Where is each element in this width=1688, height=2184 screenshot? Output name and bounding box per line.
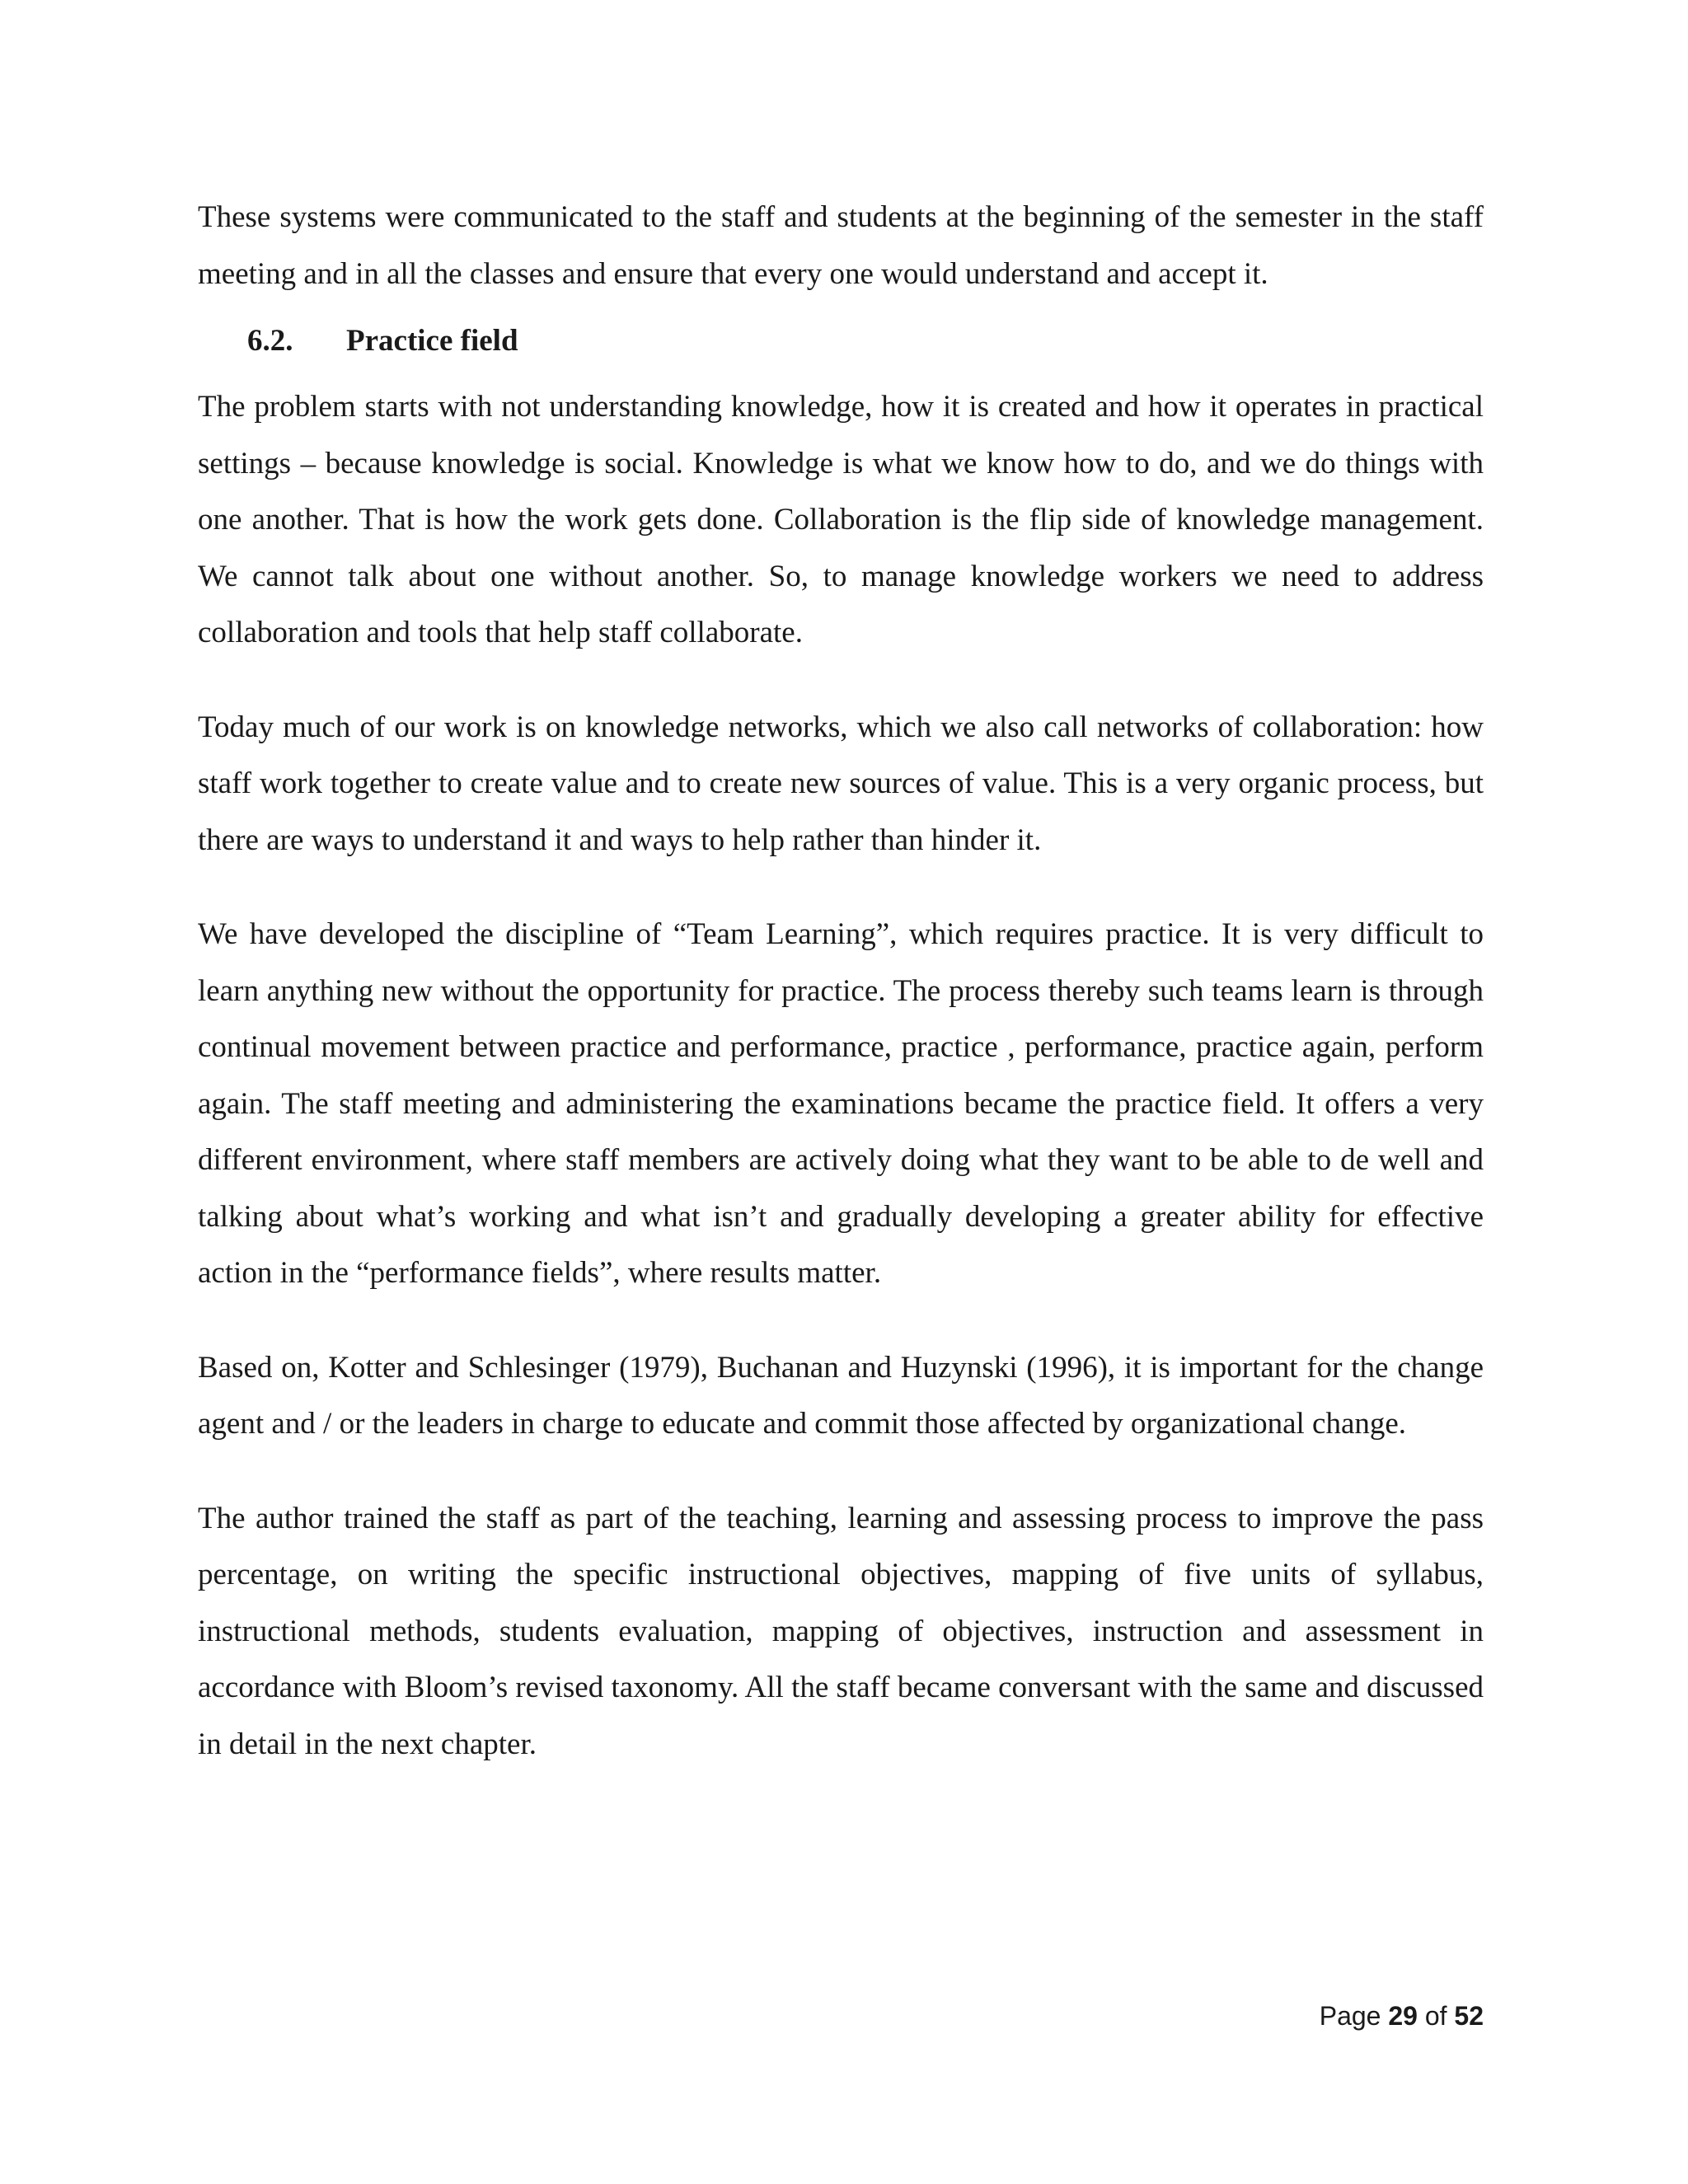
section-number: 6.2. bbox=[247, 324, 293, 358]
page-body bbox=[198, 190, 1484, 1773]
footer-total-pages: 52 bbox=[1454, 2001, 1484, 2031]
footer-of-word: of bbox=[1424, 2001, 1447, 2031]
paragraph-team-learning: We have developed the discipline of “Team Learning”, which requires practice. It is very difficult to learn anything new without the opportunity for practice. The process thereby such teams learn is through continual movement between practice and performance, practice , performance, practice again, perform again. The staff meeting and administering the examinations became the practice field. It offers a very different environment, where staff members are actively doing what they want to be able to de well and talking about what’s working and what isn’t and gradually developing a greater ability for effective action in the “performance fields”, where results matter. bbox=[198, 917, 1484, 1290]
paragraph-kotter: Based on, Kotter and Schlesinger (1979), Buchanan and Huzynski (1996), it is important for the change agent and / or the leaders in charge to educate and commit those affected by organizational change. bbox=[198, 1350, 1484, 1441]
paragraph-gap bbox=[198, 869, 1484, 907]
page-footer bbox=[1320, 2001, 1484, 2032]
section-heading bbox=[198, 302, 1484, 379]
section-title: Practice field bbox=[346, 324, 518, 358]
paragraph-gap bbox=[198, 1302, 1484, 1340]
intro-paragraph: These systems were communicated to the staff and students at the beginning of the semester in the staff meeting and in all the classes and ensure that every one would understand and accept it. bbox=[198, 200, 1484, 291]
paragraph-networks: Today much of our work is on knowledge networks, which we also call networks of collaboration: how staff work together to create value and to create new sources of value. This is a very organic process, but there are ways to understand it and ways to help rather than hinder it. bbox=[198, 710, 1484, 857]
paragraph-gap bbox=[198, 662, 1484, 700]
paragraph-knowledge: The problem starts with not understanding knowledge, how it is created and how it operates in practical settings – because knowledge is social. Knowledge is what we know how to do, and we do things with one another. That is how the work gets done. Collaboration is the flip side of knowledge management. We cannot talk about one without another. So, to manage knowledge workers we need to address collaboration and tools that help staff collaborate. bbox=[198, 390, 1484, 649]
paragraph-gap bbox=[198, 1453, 1484, 1491]
paragraph-training: The author trained the staff as part of the teaching, learning and assessing process to improve the pass percentage, on writing the specific instructional objectives, mapping of five units of syllabus, instructional methods, students evaluation, mapping of objectives, instruction and assessment in accordance with Bloom’s revised taxonomy. All the staff became conversant with the same and discussed in detail in the next chapter. bbox=[198, 1501, 1484, 1761]
footer-current-page: 29 bbox=[1388, 2001, 1418, 2031]
footer-page-word: Page bbox=[1319, 2001, 1381, 2031]
